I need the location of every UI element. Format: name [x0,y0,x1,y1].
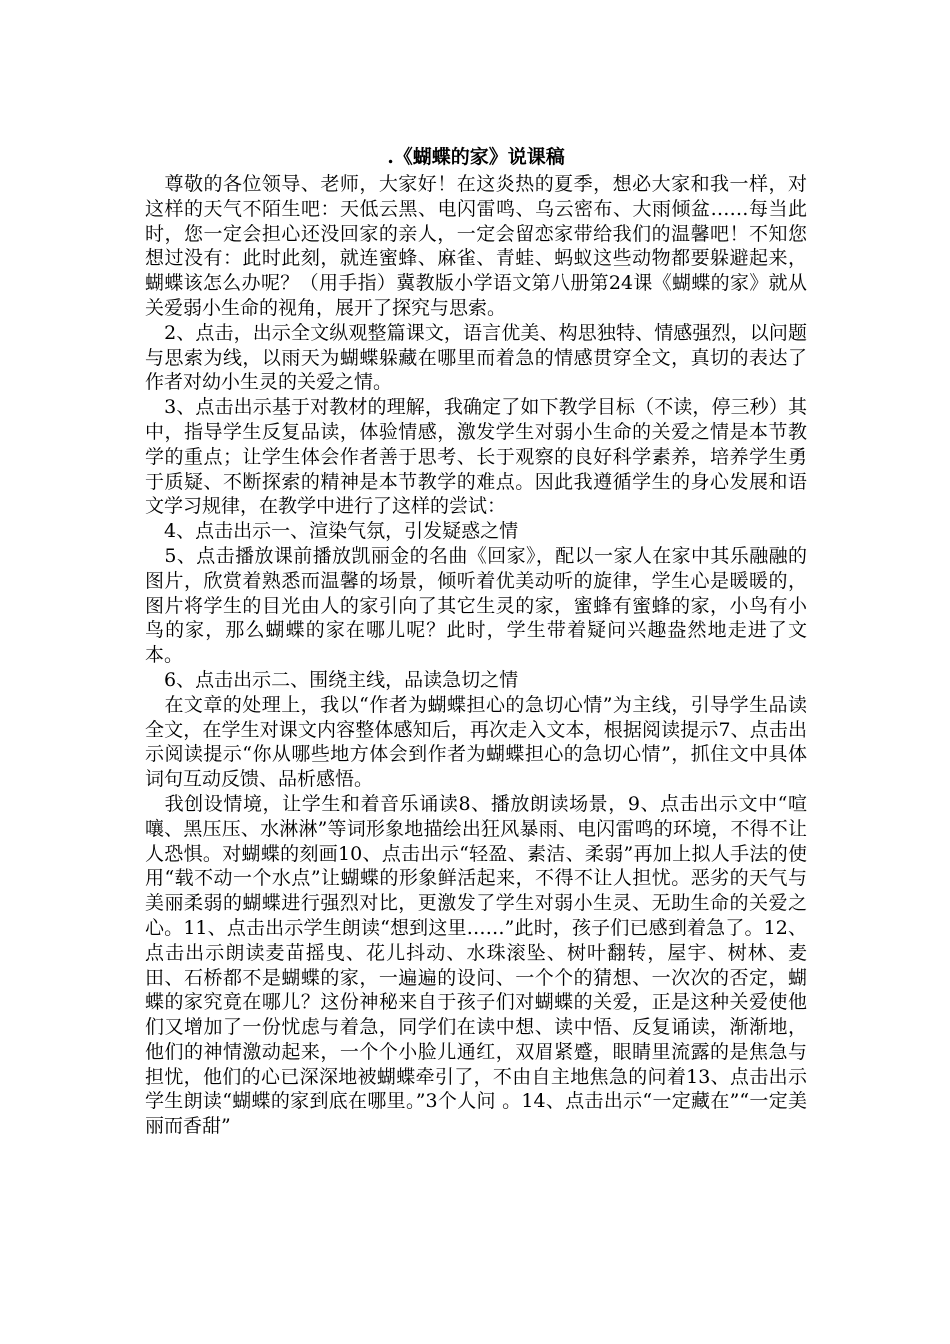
paragraph-3: 3、点击出示基于对教材的理解，我确定了如下教学目标（不读，停三秒）其中，指导学生反复品读，体验情感，激发学生对弱小生命的关爱之情是本节教学的重点；让学生体会作者善于思考、长于观察的良好科学素养，培养学生勇于质疑、不断探索的精神是本节教学的难点。因此我遵循学生的身心发展和语文学习规律，在教学中进行了这样的尝试： [145,396,807,518]
paragraph-6: 6、点击出示二、围绕主线，品读急切之情 [145,668,519,691]
paragraph-5: 5、点击播放课前播放凯丽金的名曲《回家》，配以一家人在家中其乐融融的图片，欣赏着熟悉而温馨的场景，倾听着优美动听的旋律，学生心是暖暖的，图片将学生的目光由人的家引向了其它生灵的家，蜜蜂有蜜蜂的家，小鸟有小鸟的家，那么蝴蝶的家在哪儿呢？此时，学生带着疑问兴趣盎然地走进了文本。 [145,544,807,667]
paragraph-4: 4、点击出示一、渲染气氛，引发疑惑之情 [145,520,519,543]
document-title: .《蝴蝶的家》说课稿 [387,146,565,168]
paragraph-2: 2、点击，出示全文纵观整篇课文，语言优美、构思独特、情感强烈，以问题与思索为线，以雨天为蝴蝶躲藏在哪里而着急的情感贯穿全文，真切的表达了作者对幼小生灵的关爱之情。 [145,321,807,394]
paragraph-intro: 尊敬的各位领导、老师，大家好！在这炎热的夏季，想必大家和我一样，对这样的天气不陌生吧：天低云黑、电闪雷鸣、乌云密布、大雨倾盆……每当此时，您一定会担心还没回家的亲人，一定会留恋家带给我们的温馨吧！不知您想过没有：此时此刻，就连蜜蜂、麻雀、青蛙、蚂蚁这些动物都要躲避起来，蝴蝶该怎么办呢？（用手指）冀教版小学语文第八册第24课《蝴蝶的家》就从关爱弱小生命的视角，展开了探究与思索。 [145,173,807,319]
document-page [145,145,807,1139]
paragraph-8: 我创设情境，让学生和着音乐诵读8、播放朗读场景，9、点击出示文中“喧嚷、黑压压、水淋淋”等词形象地描绘出狂风暴雨、电闪雷鸣的环境，不得不让人恐惧。对蝴蝶的刻画10、点击出示“轻盈、素洁、柔弱”再加上拟人手法的使用“载不动一个水点”让蝴蝶的形象鲜活起来，不得不让人担忧。恶劣的天气与美丽柔弱的蝴蝶进行强烈对比，更激发了学生对弱小生灵、无助生命的关爱之心。11、点击出示学生朗读“想到这里……”此时，孩子们已感到着急了。12、点击出示朗读麦苗摇曳、花儿抖动、水珠滚坠、树叶翻转，屋宇、树林、麦田、石桥都不是蝴蝶的家，一遍遍的设问、一个个的猜想、一次次的否定，蝴蝶的家究竟在哪儿？这份神秘来自于孩子们对蝴蝶的关爱，正是这种关爱使他们又增加了一份忧虑与着急，同学们在读中想、读中悟、反复诵读，渐渐地，他们的神情激动起来，一个个小脸儿通红，双眉紧蹙，眼睛里流露的是焦急与担忧，他们的心已深深地被蝴蝶牵引了，不由自主地焦急的问着13、点击出示学生朗读“蝴蝶的家到底在哪里。”3个人问 。14、点击出示“一定藏在”“一定美丽而香甜” [145,792,807,1138]
paragraph-7: 在文章的处理上，我以“作者为蝴蝶担心的急切心情”为主线，引导学生品读全文，在学生对课文内容整体感知后，再次走入文本，根据阅读提示7、点击出示阅读提示“你从哪些地方体会到作者为蝴蝶担心的急切心情”，抓住文中具体词句互动反馈、品析感悟。 [145,693,807,791]
